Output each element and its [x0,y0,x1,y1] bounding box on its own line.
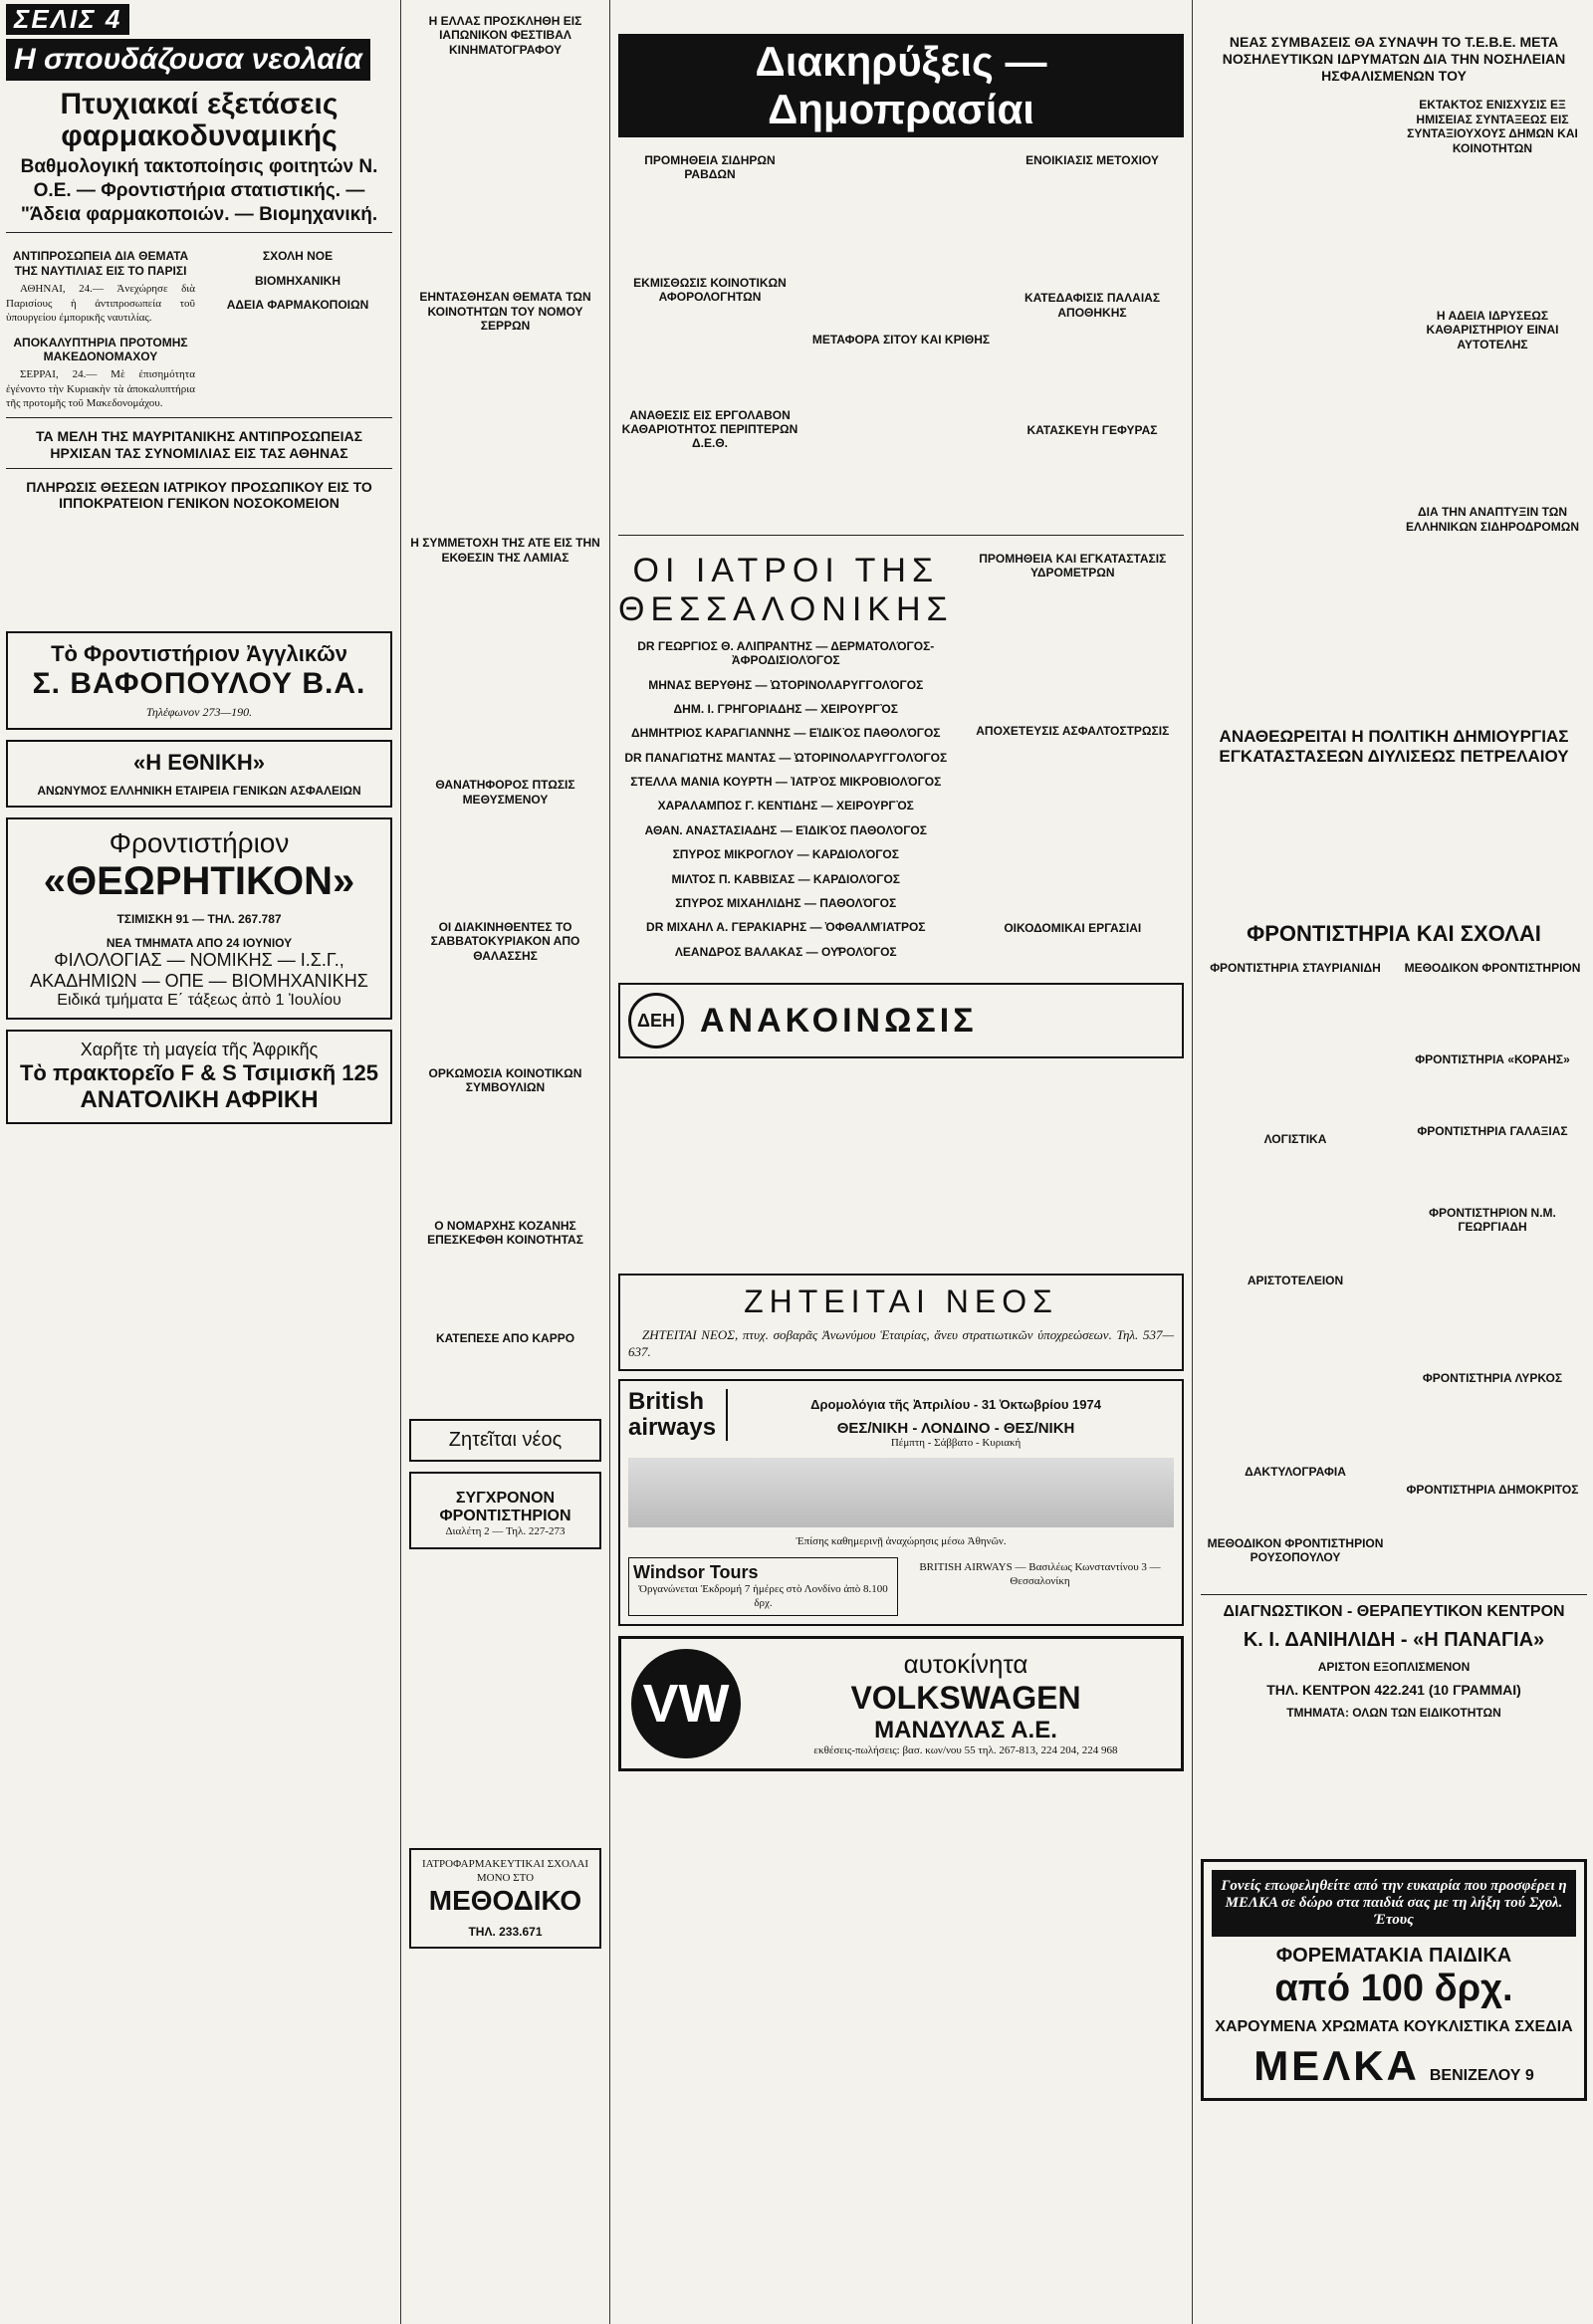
column-4 [1195,0,1593,2324]
article-heading: ΠΛΗΡΩΣΙΣ ΘΕΣΕΩΝ ΙΑΤΡΙΚΟΥ ΠΡΟΣΩΠΙΚΟΥ ΕΙΣ ΤΟ ΙΠΠΟΚΡΑΤΕΙΟΝ ΓΕΝΙΚΟΝ ΝΟΣΟΚΟΜΕΙΟΝ [26,478,372,512]
article-heading: ΑΝΤΙΠΡΟΣΩΠΕΙΑ ΔΙΑ ΘΕΜΑΤΑ ΤΗΣ ΝΑΥΤΙΛΙΑΣ ΕΙΣ ΤΟ ΠΑΡΙΣΙ [12,249,189,278]
tender-heading: ΚΑΤΕΔΑΦΙΣΙΣ ΠΑΛΑΙΑΣ ΑΠΟΘΗΚΗΣ [1024,291,1161,320]
ethniki-insurance-ad [6,740,392,808]
ba-days: Πέμπτη - Σάββατο - Κυριακή [890,1436,1022,1449]
deh-logo-icon: ΔΕΗ [628,993,684,1048]
main-subhead: Βαθμολογική τακτοποίησις φοιτητών Ν. Ο.Ε. — Φροντιστήρια στατιστικής. — "Άδεια φαρμακοποιών. — Βιομηχανική. [20,156,378,225]
ad-name: Σ. ΒΑΦΟΠΟΥΛΟΥ Β.Α. [32,667,366,701]
article-heading: ΘΑΝΑΤΗΦΟΡΟΣ ΠΤΩΣΙΣ ΜΕΘΥΣΜΕΝΟΥ [435,778,575,807]
article-heading: ΕΗΝΤΑΣΘΗΣΑΝ ΘΕΜΑΤΑ ΤΩΝ ΚΟΙΝΟΤΗΤΩΝ ΤΟΥ ΝΟΜΟΥ ΣΕΡΡΩΝ [419,290,591,333]
english-school-ad [6,631,392,730]
school-listing: ΦΡΟΝΤΙΣΤΗΡΙΑ «ΚΟΡΑΗΣ» [1415,1051,1570,1066]
methodiko-ad [409,1848,601,1950]
deh-notice [618,983,1184,1058]
article-lead: ΣΕΡΡΑΙ, 24.— Μὲ ἐπισημότητα ἐγένοντο τὴν Κυριακὴν τὰ ἀποκαλυπτήρια τῆς προτομῆς τοῦ Μακεδονομάχου. [6,368,195,410]
airplane-photo [628,1458,1174,1527]
tender-heading: ΟΙΚΟΔΟΜΙΚΑΙ ΕΡΓΑΣΙΑΙ [1004,920,1142,935]
column-3 [612,0,1190,2324]
article-heading: ΑΝΑΘΕΩΡΕΙΤΑΙ Η ΠΟΛΙΤΙΚΗ ΔΗΜΙΟΥΡΓΙΑΣ ΕΓΚΑΤΑΣΤΑΣΕΩΝ ΔΙΥΛΙΣΕΩΣ ΠΕΤΡΕΛΑΙΟΥ [1219,726,1569,767]
doctor-listing: ΧΑΡΑΛΑΜΠΟΣ Γ. ΚΕΝΤΙΔΗΣ — ΧΕΙΡΟΥΡΓῸΣ [657,799,914,813]
article-heading: ΣΧΟΛΗ ΝΟΕ [262,249,334,264]
vw-logo-icon: VW [631,1649,741,1758]
melka-address: ΒΕΝΙΖΕΛΟΥ 9 [1429,2066,1534,2084]
windsor-tours-logo: Windsor Tours [633,1562,759,1583]
doctor-listing: ΣΠΥΡΟΣ ΜΙΚΡΟΓΛΟΥ — ΚΑΡΔΙΟΛΌΓΟΣ [672,847,899,862]
school-listing: ΑΡΙΣΤΟΤΕΛΕΙΟΝ [1247,1273,1344,1287]
school-listing: ΦΡΟΝΤΙΣΤΗΡΙΑ ΔΗΜΟΚΡΙΤΟΣ [1406,1482,1579,1497]
theoritikon-ad [6,817,392,1020]
ad-line: ΑΚΑΔΗΜΙΩΝ — ΟΠΕ — ΒΙΟΜΗΧΑΝΙΚΗΣ [30,971,368,992]
doctor-listing: ΔΗΜΗΤΡΙΟΣ ΚΑΡΑΓΙΑΝΝΗΣ — ΕἸΔΙΚῸΣ ΠΑΘΟΛΌΓΟΣ [631,726,941,741]
logo-line: airways [628,1413,717,1441]
volkswagen-ad [618,1636,1184,1771]
vw-address: εκθέσεις-πωλήσεις: βασ. κων/νου 55 τηλ. 267-813, 224 204, 224 968 [813,1743,1118,1756]
syghronon-ad [409,1472,601,1549]
page-label: ΣΕΛΙΣ 4 [6,4,129,35]
article-heading: ΑΠΟΚΑΛΥΠΤΗΡΙΑ ΠΡΟΤΟΜΗΣ ΜΑΚΕΔΟΝΟΜΑΧΟΥ [13,335,188,363]
tender-heading: ΚΑΤΑΣΚΕΥΗ ΓΕΦΥΡΑΣ [1026,423,1158,438]
school-listing: ΦΡΟΝΤΙΣΤΗΡΙΑ ΛΥΡΚΟΣ [1422,1370,1563,1385]
ad-title: ΣΥΓΧΡΟΝΟΝ ΦΡΟΝΤΙΣΤΗΡΙΟΝ [439,1490,571,1525]
schools-title: ΦΡΟΝΤΙΣΤΗΡΙΑ ΚΑΙ ΣΧΟΛΑΙ [1247,920,1541,946]
vw-brand: VOLKSWAGEN [850,1679,1081,1716]
tender-heading: ΠΡΟΜΗΘΕΙΑ ΣΙΔΗΡΩΝ ΡΑΒΔΩΝ [644,153,776,182]
tender-heading: ΕΚΜΙΣΘΩΣΙΣ ΚΟΙΝΟΤΙΚΩΝ ΑΦΟΡΟΛΟΓΗΤΩΝ [633,275,787,305]
article-lead: ΑΘΗΝΑΙ, 24.— Ἀνεχώρησε διὰ Παρισίους ἡ ἀντιπροσωπεία τοῦ ὑπουργείου ἐμπορικῆς ναυτιλίας. [6,283,195,325]
ad-title: Τὸ Φροντιστήριον Ἀγγλικῶν [51,641,347,667]
section-banner: Διακηρύξεις — Δημοπρασίαι [618,34,1184,137]
british-airways-ad [618,1379,1184,1626]
ad-name: ΜΕΘΟΔΙΚΟ [428,1885,582,1917]
ba-schedule-head: Δρομολόγια τῆς Ἀπριλίου - 31 Ὀκτωβρίου 1974 [810,1396,1101,1412]
ad-line: ΙΑΤΡΟΦΑΡΜΑΚΕΥΤΙΚΑΙ ΣΧΟΛΑΙ ΜΟΝΟ ΣΤΟ [421,1857,589,1884]
ad-title: Ζητεῖται νέος [448,1429,563,1452]
ad-phone: Τηλέφωνον 273—190. [145,705,253,720]
article-heading: ΚΑΤΕΠΕΣΕ ΑΠΟ ΚΑΡΡΟ [435,1330,575,1345]
vw-dealer: ΜΑΝΔΥΛΑΣ Α.Ε. [874,1716,1057,1743]
tender-heading: ΠΡΟΜΗΘΕΙΑ ΚΑΙ ΕΓΚΑΤΑΣΤΑΣΙΣ ΥΔΡΟΜΕΤΡΩΝ [979,551,1167,581]
school-listing: ΔΑΚΤΥΛΟΓΡΑΦΙΑ [1245,1464,1346,1479]
clinic-name: Κ. Ι. ΔΑΝΙΗΛΙΔΗ - «Η ΠΑΝΑΓΙΑ» [1243,1628,1545,1651]
school-listing: ΛΟΓΙΣΤΙΚΑ [1263,1131,1327,1146]
ad-line: ΦΙΛΟΛΟΓΙΑΣ — ΝΟΜΙΚΗΣ — Ι.Σ.Γ., [54,950,344,971]
melka-promo: Γονείς επωφεληθείτε από την ευκαιρία που προσφέρει η ΜΕΛΚΑ σε δώρο στα παιδιά σας με τη λήξη τού Σχολ. Έτους [1212,1870,1576,1937]
notice-title: ΑΝΑΚΟΙΝΩΣΙΣ [700,1001,978,1040]
article-heading: Η ΕΛΛΑΣ ΠΡΟΣΚΛΗΘΗ ΕΙΣ ΙΑΠΩΝΙΚΟΝ ΦΕΣΤΙΒΑΛ ΚΙΝΗΜΑΤΟΓΡΑΦΟΥ [428,14,582,57]
tender-heading: ΑΝΑΘΕΣΙΣ ΕΙΣ ΕΡΓΟΛΑΒΟΝ ΚΑΘΑΡΙΟΤΗΤΟΣ ΠΕΡΙΠΤΕΡΩΝ Δ.Ε.Θ. [621,407,798,451]
clinic-ad [1201,1603,1587,1720]
ad-title: «Η ΕΘΝΙΚΗ» [132,750,266,776]
windsor-sub: Ὀργανώνεται Ἐκδρομή 7 ἡμέρες στὸ Λονδίνο ἀπὸ 8.100 δρχ. [638,1583,888,1609]
main-headline: Πτυχιακαί εξετάσεις φαρμακοδυναμικής [60,88,339,152]
doctor-listing: ΔΗΜ. Ι. ΓΡΗΓΟΡΙΑΔΗΣ — ΧΕΙΡΟΥΡΓῸΣ [673,701,898,716]
ad-name: «ΘΕΩΡΗΤΙΚΟΝ» [43,859,355,904]
article-heading: Η ΣΥΜΜΕΤΟΧΗ ΤΗΣ ΑΤΕ ΕΙΣ ΤΗΝ ΕΚΘΕΣΙΝ ΤΗΣ ΛΑΜΙΑΣ [410,536,600,565]
clinic-line: ΑΡΙΣΤΟΝ ΕΞΟΠΛΙΣΜΕΝΟΝ [1317,1659,1471,1674]
ad-title: Φροντιστήριον [109,827,290,859]
tender-heading: ΕΝΟΙΚΙΑΣΙΣ ΜΕΤΟΧΙΟΥ [1025,153,1159,167]
ad-phone: ΤΗΛ. 233.671 [468,1925,543,1940]
doctor-listing: DR ΜΙΧΑΗΛ Α. ΓΕΡΑΚΙΑΡΗΣ — ὈΦΘΑΛΜΊΑΤΡΟΣ [646,920,926,935]
doctor-listing: ΜΗΝΑΣ ΒΕΡΥΘΗΣ — ὨΤΟΡΙΝΟΛΑΡΥΓΓΟΛΌΓΟΣ [648,677,924,692]
ad-address: Διαλέτη 2 — Τηλ. 227-273 [445,1525,566,1538]
logo-line: British [628,1387,705,1415]
doctor-listing: ΜΙΛΤΟΣ Π. ΚΑΒΒΙΣΑΣ — ΚΑΡΔΙΟΛΌΓΟΣ [671,871,900,886]
vw-line: αυτοκίνητα [903,1648,1028,1679]
column-1 [0,0,398,2324]
school-listing: ΦΡΟΝΤΙΣΤΗΡΙΑ ΓΑΛΑΞΙΑΣ [1417,1123,1568,1138]
doctor-listing: ΛΕΑΝΔΡΟΣ ΒΑΛΑΚΑΣ — ΟΥ̓ΡΟΛΌΓΟΣ [674,944,897,959]
article-heading: ΤΑ ΜΕΛΗ ΤΗΣ ΜΑΥΡΙΤΑΝΙΚΗΣ ΑΝΤΙΠΡΟΣΩΠΕΙΑΣ ΗΡΧΙΣΑΝ ΤΑΣ ΣΥΝΟΜΙΛΙΑΣ ΕΙΣ ΤΑΣ ΑΘΗΝΑΣ [36,427,362,461]
doctor-listing: DR ΠΑΝΑΓΙΩΤΗΣ ΜΑΝΤΑΣ — ὨΤΟΡΙΝΟΛΑΡΥΓΓΟΛΌΓΟΣ [624,750,948,765]
ba-route: ΘΕΣ/ΝΙΚΗ - ΛΟΝΔΙΝΟ - ΘΕΣ/ΝΙΚΗ [836,1419,1075,1437]
article-heading: Η ΑΔΕΙΑ ΙΔΡΥΣΕΩΣ ΚΑΘΑΡΙΣΤΗΡΙΟΥ ΕΙΝΑΙ ΑΥΤΟΤΕΛΗΣ [1426,308,1559,351]
school-listing: ΦΡΟΝΤΙΣΤΗΡΙΑ ΣΤΑΥΡΙΑΝΙΔΗ [1210,960,1381,975]
clinic-sections: ΤΜΗΜΑΤΑ: ΟΛΩΝ ΤΩΝ ΕΙΔΙΚΟΤΗΤΩΝ [1286,1705,1501,1720]
ad-line: Ειδικά τμήματα Ε΄ τάξεως ἀπὸ 1 Ἰουλίου [57,992,341,1010]
doctor-listing: DR ΓΕΩΡΓΙΟΣ Θ. ΑΛΙΠΡΑΝΤΗΣ — ΔΕΡΜΑΤΟΛΌΓΟΣ-ἈΦΡΟΔΙΣΙΟΛΌΓΟΣ [637,638,935,668]
article-heading: ΝΕΑΣ ΣΥΜΒΑΣΕΙΣ ΘΑ ΣΥΝΑΨΗ ΤΟ Τ.Ε.Β.Ε. ΜΕΤΑ ΝΟΣΗΛΕΥΤΙΚΩΝ ΙΔΡΥΜΑΤΩΝ ΔΙΑ ΤΗΝ ΝΟΣΗΛΕΙΑΝ ΗΣΦΑΛΙΣΜΕΝΩΝ ΤΟΥ [1222,34,1566,84]
article-heading: ΔΙΑ ΤΗΝ ΑΝΑΠΤΥΞΙΝ ΤΩΝ ΕΛΛΗΝΙΚΩΝ ΣΙΔΗΡΟΔΡΟΜΩΝ [1405,505,1580,534]
column-2 [403,0,607,2324]
seek-young-man-ad [409,1419,601,1462]
masthead [6,4,392,35]
seek-young-man-notice [618,1274,1184,1370]
tender-heading: ΜΕΤΑΦΟΡΑ ΣΙΤΟΥ ΚΑΙ ΚΡΙΘΗΣ [811,333,991,347]
article-heading: ΟΙ ΔΙΑΚΙΝΗΘΕΝΤΕΣ ΤΟ ΣΑΒΒΑΤΟΚΥΡΙΑΚΟΝ ΑΠΟ ΘΑΛΑΣΣΗΣ [430,919,580,963]
doctor-listing: ΣΠΥΡΟΣ ΜΙΧΑΗΛΙΔΗΣ — ΠΑΘΟΛΌΓΟΣ [675,896,897,911]
doctors-title: ΟΙ ΙΑΤΡΟΙ ΤΗΣ ΘΕΣΣΑΛΟΝΙΚΗΣ [618,551,954,628]
article-heading: Ο ΝΟΜΑΡΧΗΣ ΚΟΖΑΝΗΣ ΕΠΕΣΚΕΦΘΗ ΚΟΙΝΟΤΗΤΑΣ [427,1218,583,1248]
ad-address: ΤΣΙΜΙΣΚΗ 91 — ΤΗΛ. 267.787 [116,912,282,927]
doctor-listing: ΣΤΕΛΛΑ ΜΑΝΙΑ ΚΟΥΡΤΗ — ἸΑΤΡῸΣ ΜΙΚΡΟΒΙΟΛΌΓΟΣ [630,775,942,790]
doctor-listing: ΑΘΑΝ. ΑΝΑΣΤΑΣΙΑΔΗΣ — ΕἸΔΙΚῸΣ ΠΑΘΟΛΌΓΟΣ [644,822,927,837]
article-heading: ΟΡΚΩΜΟΣΙΑ ΚΟΙΝΟΤΙΚΩΝ ΣΥΜΒΟΥΛΙΩΝ [428,1066,582,1095]
ad-line: ΑΝΑΤΟΛΙΚΗ ΑΦΡΙΚΗ [80,1086,319,1114]
tender-heading: ΑΠΟΧΕΤΕΥΣΙΣ ΑΣΦΑΛΤΟΣΤΡΩΣΙΣ [976,723,1170,738]
ad-subtitle: ΑΝΩΝΥΜΟΣ ΕΛΛΗΝΙΚΗ ΕΤΑΙΡΕΙΑ ΓΕΝΙΚΩΝ ΑΣΦΑΛΕΙΩΝ [37,784,361,799]
notice-title: ΖΗΤΕΙΤΑΙ ΝΕΟΣ [744,1283,1058,1320]
article-heading: ΕΚΤΑΚΤΟΣ ΕΝΙΣΧΥΣΙΣ ΕΞ ΗΜΙΣΕΙΑΣ ΣΥΝΤΑΞΕΩΣ ΕΙΣ ΣΥΝΤΑΞΙΟΥΧΟΥΣ ΔΗΜΩΝ ΚΑΙ ΚΟΙΝΟΤΗΤΩΝ [1407,98,1578,155]
melka-price: από 100 δρχ. [1274,1967,1513,2009]
ad-line: Χαρῆτε τὴ μαγεία τῆς Ἀφρικῆς [80,1040,319,1060]
school-listing: ΜΕΘΟΔΙΚΟΝ ΦΡΟΝΤΙΣΤΗΡΙΟΝ [1404,960,1581,975]
ad-new-sections: ΝΕΑ ΤΜΗΜΑΤΑ ΑΠΟ 24 ΙΟΥΝΙΟΥ [106,936,293,951]
melka-line: ΧΑΡΟΥΜΕΝΑ ΧΡΩΜΑΤΑ ΚΟΥΚΛΙΣΤΙΚΑ ΣΧΕΔΙΑ [1215,2017,1573,2035]
ad-line: Τὸ πρακτορεῖο F & S Τσιμισκῆ 125 [19,1060,379,1086]
clinic-phone: ΤΗΛ. ΚΕΝΤΡΟΝ 422.241 (10 ΓΡΑΜΜΑΙ) [1266,1681,1521,1698]
clinic-line: ΔΙΑΓΝΩΣΤΙΚΟΝ - ΘΕΡΑΠΕΥΤΙΚΟΝ ΚΕΝΤΡΟΝ [1223,1602,1565,1620]
school-listing: ΜΕΘΟΔΙΚΟΝ ΦΡΟΝΤΙΣΤΗΡΙΟΝ ΡΟΥΣΟΠΟΥΛΟΥ [1207,1535,1384,1564]
melka-ad [1201,1859,1587,2101]
ba-office: BRITISH AIRWAYS — Βασιλέως Κωνσταντίνου 3 — Θεσσαλονίκη [919,1561,1161,1587]
melka-line: ΦΟΡΕΜΑΤΑΚΙΑ ΠΑΙΔΙΚΑ [1275,1944,1512,1967]
notice-body: ΖΗΤΕΙΤΑΙ ΝΕΟΣ, πτυχ. σοβαρᾶς Ἀνωνύμου Ἑταιρίας, ἄνευ στρατιωτικῶν ὑποχρεώσεων. Τηλ. 537—637. [628,1327,1174,1360]
article-heading: ΒΙΟΜΗΧΑΝΙΚΗ [255,273,341,288]
melka-logo: ΜΕΛΚΑ [1253,2041,1420,2089]
article-heading: ΑΔΕΙΑ ΦΑΡΜΑΚΟΠΟΙΩΝ [226,298,369,313]
school-listing: ΦΡΟΝΤΙΣΤΗΡΙΟΝ Ν.Μ. ΓΕΩΡΓΙΑΔΗ [1429,1205,1556,1234]
british-airways-logo-icon [628,1389,728,1442]
africa-travel-ad [6,1030,392,1124]
ba-daily: Ἐπίσης καθημερινῇ ἀναχώρησις μέσω Ἀθηνῶν. [796,1535,1007,1548]
section-banner: Η σπουδάζουσα νεολαία [6,39,370,81]
